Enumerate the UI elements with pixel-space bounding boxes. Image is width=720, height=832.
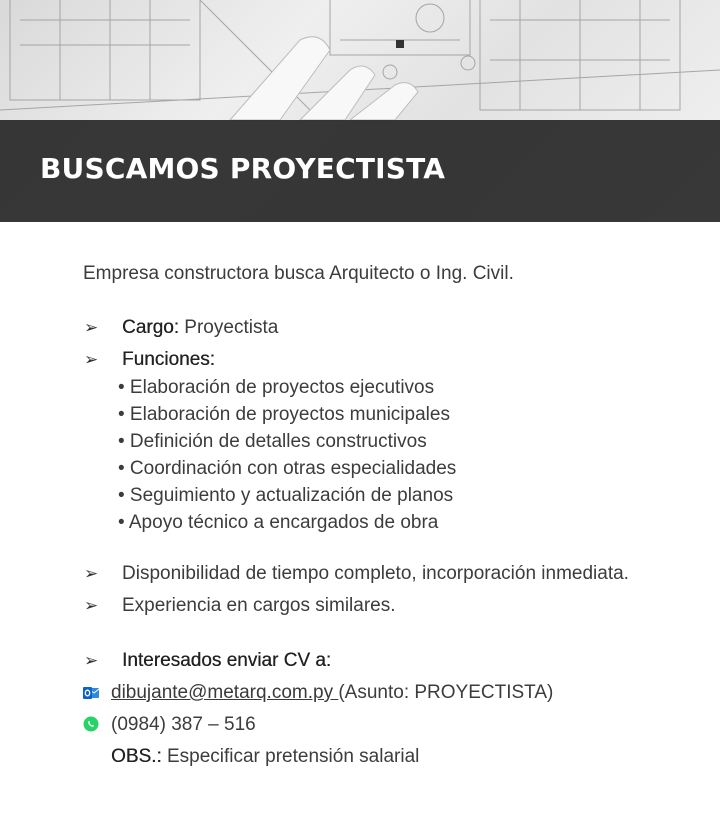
email-subject: (Asunto: PROYECTISTA)	[338, 682, 554, 703]
cargo-value: Proyectista	[179, 317, 279, 338]
arrow-bullet-icon: ➢	[84, 564, 99, 583]
email-line	[111, 681, 553, 705]
disponibilidad-text: Disponibilidad de tiempo completo, incorporación inmediata.	[122, 563, 629, 584]
intro-text: Empresa constructora busca Arquitecto o Ing. Civil.	[83, 263, 514, 284]
arrow-bullet-icon: ➢	[84, 350, 99, 369]
whatsapp-icon	[83, 716, 99, 732]
cargo-line	[122, 316, 278, 340]
arrow-bullet-icon: ➢	[84, 596, 99, 615]
contacto-label: Interesados enviar CV a:	[122, 650, 332, 671]
outlook-icon	[83, 685, 99, 701]
funciones-item: • Elaboración de proyectos ejecutivos	[118, 377, 435, 398]
funciones-item: • Seguimiento y actualización de planos	[118, 485, 454, 506]
funciones-item: • Definición de detalles constructivos	[118, 431, 427, 452]
funciones-item: • Apoyo técnico a encargados de obra	[118, 512, 439, 533]
cargo-label: Cargo:	[122, 317, 180, 338]
job-posting-body	[0, 222, 720, 832]
obs-label: OBS.:	[111, 746, 162, 767]
obs-value: Especificar pretensión salarial	[161, 746, 420, 767]
funciones-item: • Coordinación con otras especialidades	[118, 458, 457, 479]
arrow-bullet-icon: ➢	[84, 318, 99, 337]
email-link[interactable]: dibujante@metarq.com.py	[111, 682, 339, 703]
page-title: BUSCAMOS PROYECTISTA	[40, 152, 446, 185]
obs-line	[111, 745, 419, 769]
experiencia-text: Experiencia en cargos similares.	[122, 595, 396, 616]
funciones-item: • Elaboración de proyectos municipales	[118, 404, 450, 425]
arrow-bullet-icon: ➢	[84, 651, 99, 670]
funciones-label: Funciones:	[122, 349, 215, 370]
phone-number: (0984) 387 – 516	[111, 714, 256, 735]
